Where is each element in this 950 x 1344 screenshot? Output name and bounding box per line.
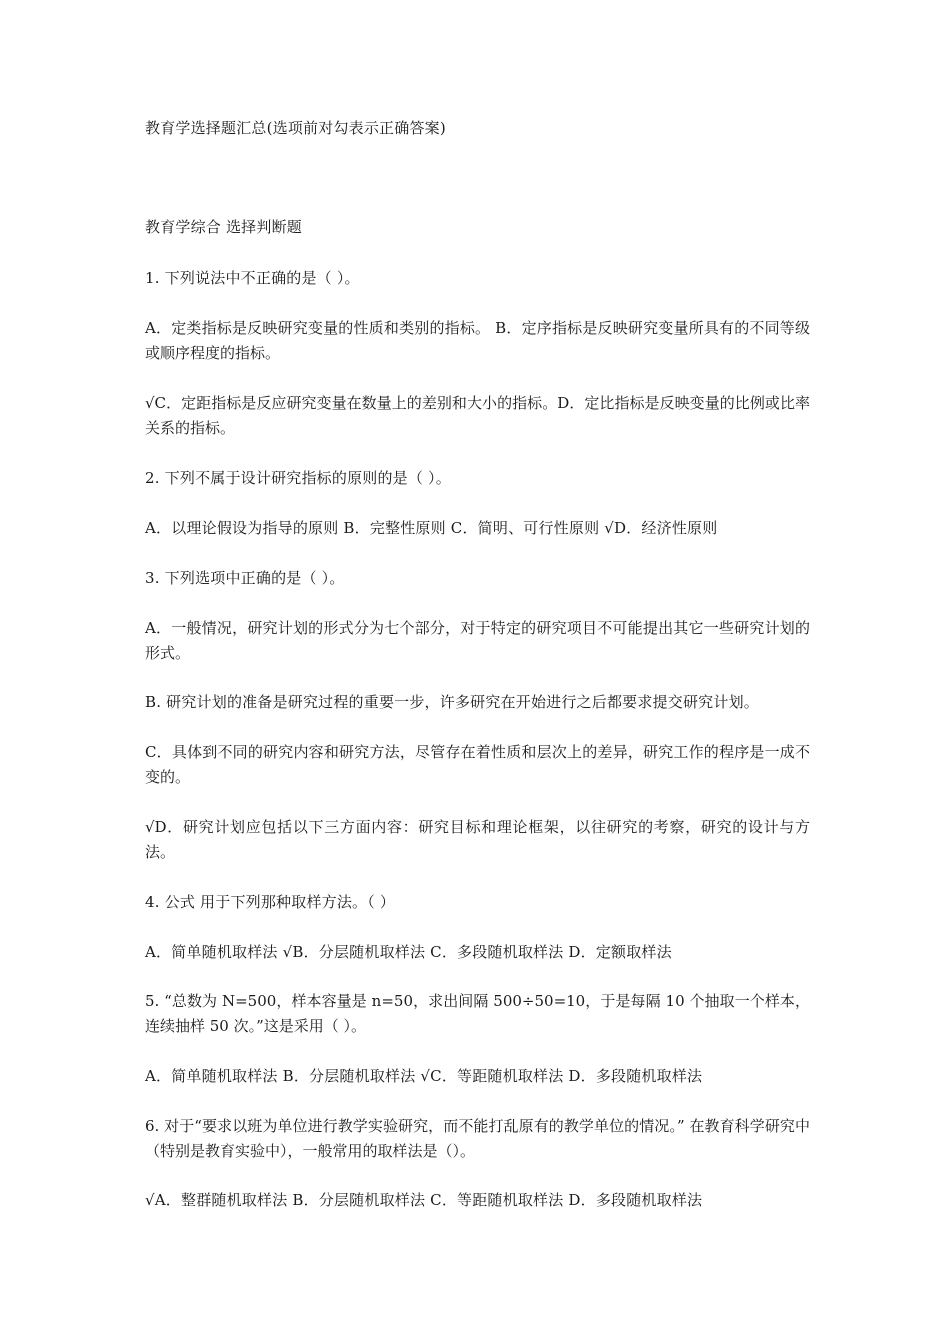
question-6-stem: 6. 对于“要求以班为单位进行教学实验研究，而不能打乱原有的教学单位的情况。” 在教育科学研究中（特别是教育实验中），一般常用的取样法是（）。: [145, 1117, 810, 1160]
question-1-options-ab: A．定类指标是反映研究变量的性质和类别的指标。 B．定序指标是反映研究变量所具有的不同等级或顺序程度的指标。: [145, 319, 810, 362]
question-6-options: √A．整群随机取样法 B．分层随机取样法 C．等距随机取样法 D．多段随机取样法: [145, 1191, 703, 1209]
question-2-options: A．以理论假设为指导的原则 B．完整性原则 C．简明、可行性原则 √D．经济性原则: [145, 519, 718, 537]
document-title: 教育学选择题汇总(选项前对勾表示正确答案): [145, 119, 446, 137]
question-3-option-a: A．一般情况，研究计划的形式分为七个部分，对于特定的研究项目不可能提出其它一些研究计划的形式。: [145, 619, 810, 662]
question-2-stem: 2. 下列不属于设计研究指标的原则的是（ ）。: [145, 469, 451, 487]
question-3-option-b: B. 研究计划的准备是研究过程的重要一步，许多研究在开始进行之后都要求提交研究计划。: [145, 693, 759, 711]
question-3-stem: 3. 下列选项中正确的是（ ）。: [145, 569, 345, 587]
section-heading: 教育学综合 选择判断题: [145, 218, 302, 236]
question-1-stem: 1. 下列说法中不正确的是（ ）。: [145, 269, 360, 287]
question-5-options: A．简单随机取样法 B．分层随机取样法 √C．等距随机取样法 D．多段随机取样法: [145, 1067, 703, 1085]
question-4-stem: 4. 公式 用于下列那种取样方法。（ ）: [145, 893, 396, 911]
question-3-option-d: √D．研究计划应包括以下三方面内容：研究目标和理论框架，以往研究的考察，研究的设计与方法。: [145, 818, 810, 861]
question-4-options: A．简单随机取样法 √B．分层随机取样法 C．多段随机取样法 D．定额取样法: [145, 943, 672, 961]
question-1-options-cd: √C．定距指标是反应研究变量在数量上的差别和大小的指标。D．定比指标是反映变量的比例或比率关系的指标。: [145, 394, 810, 437]
question-3-option-c: C．具体到不同的研究内容和研究方法，尽管存在着性质和层次上的差异，研究工作的程序是一成不变的。: [145, 743, 810, 786]
question-5-stem: 5. “总数为 N=500，样本容量是 n=50，求出间隔 500÷50=10，于是每隔 10 个抽取一个样本，连续抽样 50 次。”这是采用（ ）。: [145, 992, 810, 1035]
